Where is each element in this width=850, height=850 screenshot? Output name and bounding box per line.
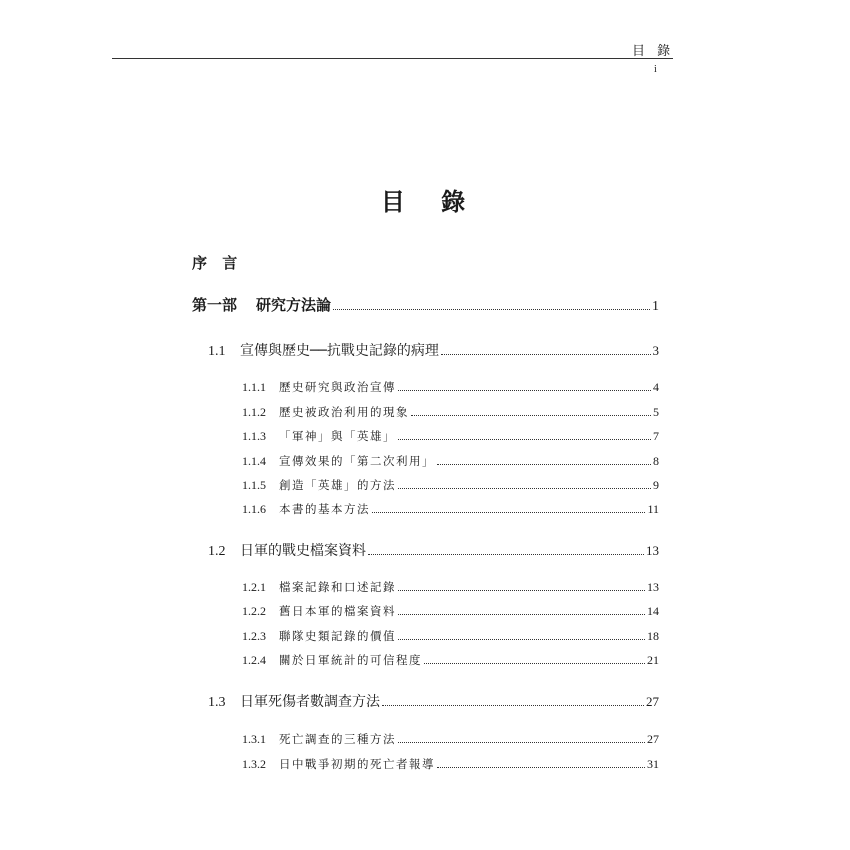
part-title: 研究方法論 — [256, 296, 332, 314]
toc-section[interactable] — [242, 453, 659, 469]
section-page: 27 — [647, 732, 659, 746]
section-number: 1.1.4 — [242, 454, 266, 468]
section-title: 創造「英雄」的方法 — [279, 478, 396, 492]
section-number: 1.1.6 — [242, 502, 266, 516]
section-number: 1.1.3 — [242, 429, 266, 443]
dot-leader — [398, 488, 651, 489]
toc-section[interactable] — [242, 628, 659, 644]
section-page: 4 — [653, 380, 659, 394]
dot-leader — [368, 554, 644, 555]
section-page: 5 — [653, 405, 659, 419]
section-title: 舊日本軍的檔案資料 — [279, 604, 396, 618]
toc-section[interactable] — [242, 501, 659, 517]
dot-leader — [372, 512, 645, 513]
section-page: 13 — [647, 580, 659, 594]
part-page: 1 — [652, 299, 659, 314]
dot-leader — [411, 415, 651, 416]
page-title: 目 錄 — [380, 188, 480, 216]
section-title: 聯隊史類記錄的價值 — [279, 629, 396, 643]
section-title: 「軍神」與「英雄」 — [279, 429, 396, 443]
dot-leader — [333, 309, 650, 310]
dot-leader — [441, 354, 651, 355]
toc-section[interactable] — [242, 603, 659, 619]
section-page: 14 — [647, 604, 659, 618]
page-number: i — [654, 64, 657, 75]
section-page: 7 — [653, 429, 659, 443]
toc-section[interactable] — [242, 428, 659, 444]
toc-section[interactable] — [242, 579, 659, 595]
toc-section[interactable] — [242, 652, 659, 668]
toc-section[interactable] — [242, 404, 659, 420]
chapter-page: 3 — [652, 343, 659, 358]
toc-preface[interactable]: 序 言 — [192, 254, 243, 272]
toc-section[interactable] — [242, 477, 659, 493]
chapter-title: 宣傳與歷史──抗戰史記錄的病理 — [240, 343, 439, 359]
dot-leader — [398, 590, 645, 591]
section-title: 宣傳效果的「第二次利用」 — [279, 454, 435, 468]
chapter-number: 1.3 — [208, 695, 226, 710]
toc-part-1[interactable] — [192, 294, 659, 315]
chapter-page: 13 — [646, 543, 659, 558]
dot-leader — [398, 639, 645, 640]
section-number: 1.2.2 — [242, 604, 266, 618]
section-number: 1.1.1 — [242, 380, 266, 394]
section-title: 日中戰爭初期的死亡者報導 — [279, 757, 435, 771]
header-rule — [112, 58, 673, 59]
chapter-number: 1.1 — [208, 344, 226, 359]
section-title: 本書的基本方法 — [279, 502, 370, 516]
section-page: 31 — [647, 757, 659, 771]
chapter-title: 日軍的戰史檔案資料 — [240, 543, 366, 559]
toc-section[interactable] — [242, 731, 659, 747]
toc-section[interactable] — [242, 379, 659, 395]
section-title: 檔案記錄和口述記錄 — [279, 580, 396, 594]
toc-chapter-1-3[interactable] — [208, 691, 659, 711]
section-page: 9 — [653, 478, 659, 492]
dot-leader — [437, 767, 645, 768]
chapter-title: 日軍死傷者數調查方法 — [240, 694, 380, 710]
section-page: 8 — [653, 454, 659, 468]
running-header-title: 目 錄 — [632, 44, 675, 59]
dot-leader — [398, 439, 651, 440]
toc-chapter-1-1[interactable] — [208, 340, 659, 360]
dot-leader — [424, 663, 645, 664]
section-number: 1.2.4 — [242, 653, 266, 667]
section-page: 18 — [647, 629, 659, 643]
section-number: 1.1.2 — [242, 405, 266, 419]
section-page: 21 — [647, 653, 659, 667]
part-number: 第一部 — [192, 296, 238, 314]
section-number: 1.3.1 — [242, 732, 266, 746]
dot-leader — [398, 742, 645, 743]
section-number: 1.3.2 — [242, 757, 266, 771]
section-title: 歷史被政治利用的現象 — [279, 405, 409, 419]
section-title: 關於日軍統計的可信程度 — [279, 653, 422, 667]
dot-leader — [398, 614, 645, 615]
section-title: 歷史研究與政治宣傳 — [279, 380, 396, 394]
section-number: 1.2.1 — [242, 580, 266, 594]
section-number: 1.1.5 — [242, 478, 266, 492]
dot-leader — [398, 390, 651, 391]
toc-section[interactable] — [242, 756, 659, 772]
chapter-page: 27 — [646, 694, 659, 709]
dot-leader — [382, 705, 644, 706]
section-title: 死亡調查的三種方法 — [279, 732, 396, 746]
chapter-number: 1.2 — [208, 544, 226, 559]
dot-leader — [437, 464, 651, 465]
section-number: 1.2.3 — [242, 629, 266, 643]
toc-chapter-1-2[interactable] — [208, 540, 659, 560]
section-page: 11 — [647, 502, 659, 516]
